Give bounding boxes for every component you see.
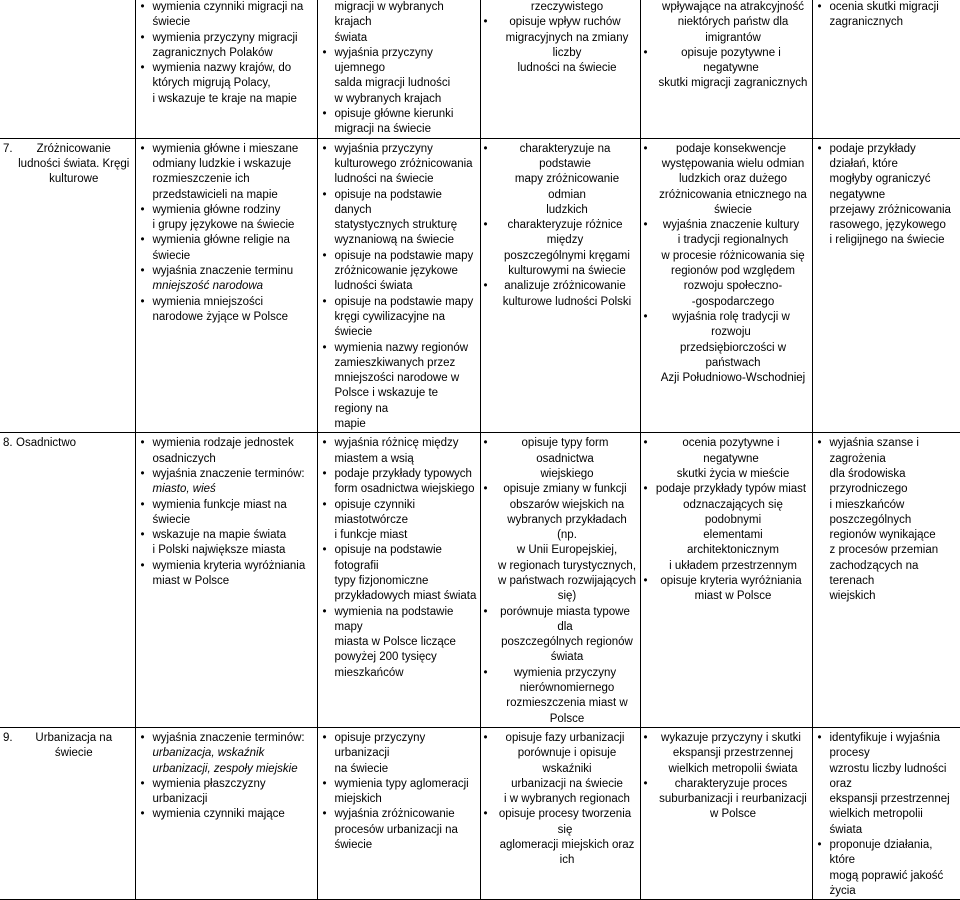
topic-cell [0, 0, 135, 138]
requirement-line: suburbanizacji i reurbanizacji [659, 793, 807, 806]
requirement-line: • analizuje zróżnicowanie [484, 279, 637, 294]
requirement-line: • opisuje fazy urbanizacji [484, 731, 637, 746]
requirement-line: mogą poprawić jakość życia [829, 869, 944, 897]
requirement-line: • wymienia mniejszości [139, 295, 314, 310]
requirement-line: form osadnictwa wiejskiego [334, 483, 475, 496]
requirement-line: mniejszość narodowa [152, 280, 264, 293]
requirement-line: Azji Południowo-Wschodniej [660, 372, 806, 385]
requirement-line: świata [550, 651, 584, 664]
requirement-line: • wymienia nazwy regionów [321, 341, 477, 356]
requirement-line: • podaje przykłady działań, które [816, 142, 958, 173]
requirement-line: w Polsce [709, 808, 757, 821]
requirement-line: • wyjaśnia znaczenie terminu [139, 264, 314, 279]
requirement-line: zróżnicowania etnicznego na [659, 188, 807, 201]
requirement-line: miejskich [334, 793, 382, 806]
requirement-line: ludności na świecie [334, 173, 434, 186]
requirement-line: • wymienia przyczyny migracji [139, 31, 314, 46]
requirement-line: aglomeracji miejskich oraz ich [499, 839, 635, 867]
requirement-line: • opisuje pozytywne i negatywne [644, 46, 809, 77]
topic-number: 9. [3, 731, 13, 744]
requirement-line: świata [334, 31, 368, 44]
requirement-line: na świecie [334, 762, 389, 775]
requirement-line: • wymienia na podstawie mapy [321, 605, 477, 636]
requirement-line: wielkich metropolii świata [829, 808, 923, 836]
table-row [0, 0, 960, 138]
requirement-cell [480, 0, 640, 138]
requirement-line: regionów wynikające [829, 529, 936, 542]
requirement-line: przedsiębiorczości w państwach [679, 341, 787, 369]
requirement-line: typy fizjonomiczne [334, 574, 429, 587]
requirement-cell [812, 0, 960, 138]
requirement-line: urbanizacji [152, 793, 208, 806]
requirement-line: regionów pod względem [670, 265, 796, 278]
requirement-line: • wyjaśnia szanse i zagrożenia [816, 436, 958, 467]
requirement-line: miast w Polsce [694, 590, 772, 603]
requirement-cell [812, 433, 960, 728]
requirement-line: • wyjaśnia znaczenie terminów: [139, 467, 314, 482]
requirement-line: rzeczywistego [530, 1, 604, 13]
requirement-line: • wyjaśnia rolę tradycji w rozwoju [644, 310, 809, 341]
requirement-line: w procesie różnicowania się [661, 249, 805, 262]
requirement-line: • wskazuje na mapie świata [139, 528, 314, 543]
requirement-line: • wyjaśnia przyczyny ujemnego [321, 46, 477, 77]
requirement-line: -gospodarczego [691, 295, 775, 308]
requirement-line: rozmieszczenia miast w Polsce [506, 697, 628, 725]
requirement-line: rozmieszczenie ich [152, 173, 250, 186]
requirement-line: • opisuje procesy tworzenia się [484, 807, 637, 838]
requirement-line: • wymienia typy aglomeracji [321, 777, 477, 792]
requirement-line: migracji w wybranych krajach [334, 1, 444, 29]
requirement-line: niektórych państw dla [677, 16, 789, 29]
requirement-line: • wymienia czynniki migracji na [139, 0, 314, 15]
requirement-line: • wymienia przyczyny [484, 666, 637, 681]
requirement-line: i w wybranych regionach [504, 793, 630, 806]
requirement-line: • opisuje zmiany w funkcji [484, 482, 637, 497]
requirement-line: • opisuje główne kierunki [321, 107, 477, 122]
requirement-line: świecie [152, 249, 191, 262]
requirement-line: nierównomiernego [519, 682, 615, 695]
requirement-line: • proponuje działania, które [816, 838, 958, 869]
requirement-line: odmiany ludzkie i wskazuje [152, 157, 292, 170]
requirement-line: migracji na świecie [334, 123, 432, 136]
requirement-line: • wyjaśnia znaczenie kultury [644, 218, 809, 233]
requirement-line: wiejskich [829, 590, 876, 603]
requirement-line: w wybranych krajach [334, 92, 442, 105]
requirement-cell [317, 727, 480, 899]
requirement-cell [317, 0, 480, 138]
topic-cell [0, 138, 135, 433]
requirement-line: • opisuje na podstawie danych [321, 188, 477, 219]
requirement-line: obszarów wiejskich na [509, 498, 625, 511]
requirement-line: w Unii Europejskiej, [516, 544, 618, 557]
requirement-line: kulturowego zróżnicowania [334, 157, 473, 170]
topic-cell [0, 433, 135, 728]
requirement-line: • podaje przykłady typów miast [644, 482, 809, 497]
requirement-line: ludzkich oraz dużego [678, 173, 788, 186]
topic-title: Osadnictwo [16, 437, 77, 450]
requirement-line: • opisuje na podstawie mapy [321, 249, 477, 264]
requirement-cell [480, 727, 640, 899]
requirement-line: • opisuje na podstawie fotografii [321, 543, 477, 574]
requirement-cell [480, 433, 640, 728]
requirement-line: ekspansji przestrzennej [672, 747, 794, 760]
requirement-line: • porównuje miasta typowe dla [484, 605, 637, 636]
requirement-line: • wymienia kryteria wyróżniania [139, 559, 314, 574]
requirement-cell [640, 0, 812, 138]
requirement-line: • wymienia nazwy krajów, do [139, 61, 314, 76]
requirement-line: • wymienia główne religie na [139, 233, 314, 248]
requirement-line: ludzkich [546, 203, 588, 216]
requirement-line: • charakteryzuje na podstawie [484, 142, 637, 173]
table-row [0, 433, 960, 728]
topic-cell [0, 727, 135, 899]
requirement-line: wyznaniową na świecie [334, 234, 455, 247]
requirement-line: • wyjaśnia przyczyny [321, 142, 477, 157]
requirement-line: i mieszkańców poszczególnych [829, 498, 912, 526]
requirement-line: wybranych przykładach (np. [507, 513, 627, 542]
requirement-line: • wymienia funkcje miast na [139, 498, 314, 513]
requirement-line: odznaczających się podobnymi [683, 498, 783, 526]
requirement-line: poszczególnych regionów [501, 636, 633, 649]
requirement-line: • ocenia skutki migracji [816, 0, 958, 15]
requirement-line: • charakteryzuje proces [644, 777, 809, 792]
requirement-line: mogłyby ograniczyć negatywne [829, 173, 931, 201]
requirement-line: i religijnego na świecie [829, 234, 945, 247]
requirement-line: przykładowych miast świata [334, 590, 477, 603]
requirement-cell [135, 0, 317, 138]
requirement-line: z procesów przemian [829, 544, 939, 557]
requirement-line: • wyjaśnia różnicę między [321, 436, 477, 451]
requirement-line: osadniczych [152, 452, 216, 465]
requirement-line: przejawy zróżnicowania [829, 203, 951, 216]
requirement-line: • ocenia pozytywne i negatywne [644, 436, 809, 467]
requirement-line: • opisuje wpływ ruchów [484, 15, 637, 30]
requirement-line: • opisuje typy form osadnictwa [484, 436, 637, 467]
requirement-line: miasto, wieś [152, 483, 216, 496]
requirement-line: • podaje konsekwencje [644, 142, 809, 157]
requirement-line: przedstawicieli na mapie [152, 188, 278, 201]
requirement-line: poszczególnymi kręgami [504, 249, 630, 262]
requirement-line: świecie [152, 513, 191, 526]
requirement-line: • wyjaśnia znaczenie terminów: [139, 731, 314, 746]
requirement-line: zamieszkiwanych przez [334, 356, 456, 369]
requirement-line: wielkich metropolii świata [668, 762, 798, 775]
requirement-line: • charakteryzuje różnice między [484, 218, 637, 249]
table-row [0, 727, 960, 899]
requirement-line: mapy zróżnicowanie odmian [514, 173, 620, 201]
requirement-line: miastem a wsią [334, 452, 414, 465]
topic-title: Urbanizacja na świecie [35, 731, 113, 760]
requirement-line: • opisuje na podstawie mapy [321, 295, 477, 310]
requirement-line: i Polski największe miasta [152, 544, 286, 557]
requirement-line: skutki migracji zagranicznych [658, 77, 808, 90]
requirement-cell [480, 138, 640, 433]
requirement-line: kulturowymi na świecie [508, 265, 626, 278]
requirement-line: porównuje i opisuje wskaźniki [517, 747, 617, 775]
requirement-line: skutki życia w mieście [676, 467, 790, 480]
requirement-line: powyżej 200 tysięcy [334, 651, 437, 664]
requirement-line: rozwoju społeczno- [683, 280, 783, 293]
requirement-line: rasowego, językowego [829, 219, 946, 232]
requirement-line: dla środowiska przyrodniczego [829, 467, 908, 496]
requirement-line: • opisuje czynniki miastotwórcze [321, 498, 477, 529]
requirement-line: salda migracji ludności [334, 77, 451, 90]
table-row [0, 138, 960, 433]
requirement-cell [317, 433, 480, 728]
requirement-line: ludności świata [334, 280, 413, 293]
requirement-line: i układem przestrzennym [669, 559, 797, 572]
topic-title: Zróżnicowanie ludności świata. Kręgi kulturowe [18, 142, 130, 186]
requirement-line: i tradycji regionalnych [677, 234, 789, 247]
requirement-line: • wymienia główne i mieszane [139, 142, 314, 157]
requirement-line: • wykazuje przyczyny i skutki [644, 731, 809, 746]
requirement-line: mapie [334, 418, 366, 431]
requirement-cell [317, 138, 480, 433]
requirement-line: kręgi cywilizacyjne na świecie [334, 310, 446, 339]
requirement-cell [135, 138, 317, 433]
requirement-cell [812, 727, 960, 899]
requirement-cell [135, 433, 317, 728]
topic-number: 8. [3, 437, 13, 450]
requirement-line: zróżnicowanie językowe [334, 265, 458, 278]
requirement-line: wiejskiego [540, 467, 594, 480]
requirement-line: w regionach turystycznych, [497, 559, 637, 572]
requirement-line: urbanizacji na świecie [511, 777, 623, 790]
requirement-line: • wymienia płaszczyzny [139, 777, 314, 792]
requirement-line: • opisuje kryteria wyróżniania [644, 574, 809, 589]
requirement-line: urbanizacji, zespoły miejskie [152, 762, 298, 775]
requirement-line: migracyjnych na zmiany liczby [505, 31, 629, 59]
requirement-line: kulturowe ludności Polski [502, 295, 632, 308]
requirement-line: procesów urbanizacji na świecie [334, 823, 458, 852]
requirement-cell [640, 433, 812, 728]
requirement-line: • wymienia rodzaje jednostek [139, 436, 314, 451]
requirement-line: Polsce i wskazuje te regiony na [334, 387, 439, 415]
requirement-line: narodowe żyjące w Polsce [152, 310, 289, 323]
requirement-cell [135, 727, 317, 899]
requirement-line: ekspansji przestrzennej [829, 793, 950, 806]
requirement-line: statystycznych strukturę [334, 219, 458, 232]
requirement-line: • wymienia czynniki mające [139, 807, 314, 822]
requirement-line: i grupy językowe na świecie [152, 219, 295, 232]
requirement-line: wpływające na atrakcyjność [662, 1, 804, 13]
requirement-cell [640, 727, 812, 899]
requirement-line: zagranicznych Polaków [152, 46, 273, 59]
requirement-line: ludności na świecie [517, 62, 617, 75]
requirement-line: mniejszości narodowe w [334, 372, 460, 385]
requirement-line: występowania wielu odmian [661, 157, 805, 170]
requirement-line: imigrantów [705, 31, 761, 44]
requirement-line: zagranicznych [829, 16, 904, 29]
requirement-line: których migrują Polacy, [152, 77, 271, 90]
requirement-line: miast w Polsce [152, 574, 230, 587]
requirement-cell [640, 138, 812, 433]
requirement-line: urbanizacja, wskaźnik [152, 747, 265, 760]
requirement-line: zachodzących na terenach [829, 559, 919, 587]
requirement-line: świecie [152, 16, 191, 29]
topic-number: 7. [3, 142, 13, 155]
requirement-line: wzrostu liczby ludności oraz [829, 762, 947, 790]
requirement-line: • podaje przykłady typowych [321, 467, 477, 482]
requirement-line: miasta w Polsce liczące [334, 636, 456, 649]
requirement-line: • identyfikuje i wyjaśnia procesy [816, 731, 958, 762]
requirement-line: • wyjaśnia zróżnicowanie [321, 807, 477, 822]
requirement-line: świecie [714, 203, 752, 216]
requirement-line: mieszkańców [334, 666, 404, 679]
requirement-line: elementami architektonicznym [686, 529, 780, 557]
requirement-line: • wymienia główne rodziny [139, 203, 314, 218]
requirement-line: • opisuje przyczyny urbanizacji [321, 731, 477, 762]
requirement-line: i wskazuje te kraje na mapie [152, 92, 297, 105]
requirement-line: w państwach rozwijających się) [497, 574, 637, 603]
requirement-line: i funkcje miast [334, 529, 408, 542]
requirement-cell [812, 138, 960, 433]
